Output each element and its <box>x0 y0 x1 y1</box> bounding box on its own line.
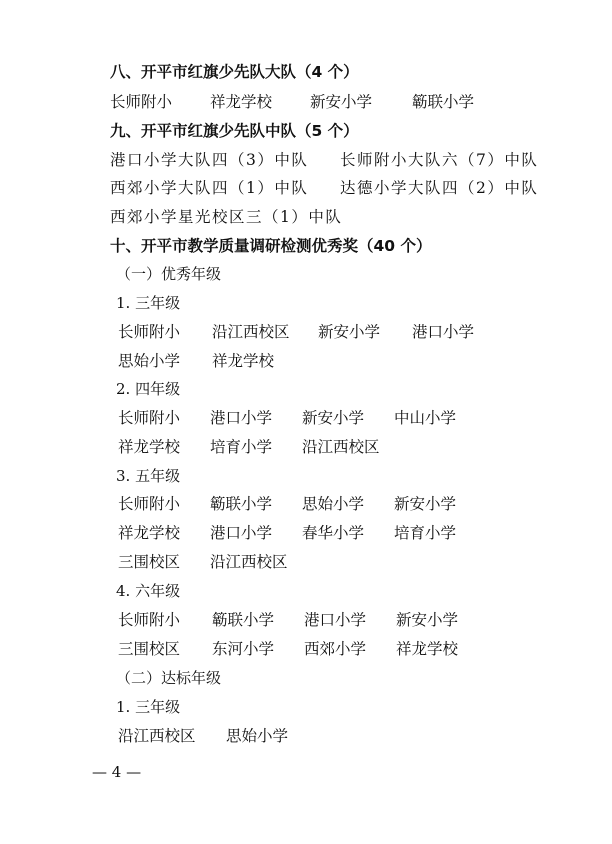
list-item: 祥龙学校 <box>118 438 181 456</box>
subheading-qualified-grades: （二）达标年级 <box>116 669 222 687</box>
list-item: 长师附小 <box>118 611 181 629</box>
section-8-heading: 八、开平市红旗少先队大队（4 个） <box>110 63 359 81</box>
grade-label: 3. 五年级 <box>116 467 181 485</box>
list-item: 东河小学 <box>212 640 275 658</box>
page-number: — 4 — <box>92 763 142 781</box>
list-item: 达德小学大队四（2）中队 <box>340 179 539 197</box>
list-item: 新安小学 <box>302 409 365 427</box>
list-item: 沿江西校区 <box>212 323 290 341</box>
list-item: 春华小学 <box>302 524 365 542</box>
list-item: 新安小学 <box>394 495 457 513</box>
list-item: 三围校区 <box>118 553 181 571</box>
list-item: 新安小学 <box>318 323 381 341</box>
list-item: 培育小学 <box>394 524 457 542</box>
list-item: 长师附小 <box>110 93 173 111</box>
list-item: 港口小学大队四（3）中队 <box>110 151 309 169</box>
list-item: 簕联小学 <box>210 495 273 513</box>
list-item: 沿江西校区 <box>118 727 196 745</box>
list-item: 长师附小 <box>118 323 181 341</box>
list-item: 新安小学 <box>396 611 459 629</box>
list-item: 沿江西校区 <box>210 553 288 571</box>
list-item: 祥龙学校 <box>210 93 273 111</box>
grade-label: 1. 三年级 <box>116 698 181 716</box>
list-item: 港口小学 <box>210 409 273 427</box>
list-item: 祥龙学校 <box>396 640 459 658</box>
list-item: 中山小学 <box>394 409 457 427</box>
list-item: 长师附小 <box>118 495 181 513</box>
list-item: 西郊小学星光校区三（1）中队 <box>110 208 343 226</box>
list-item: 港口小学 <box>210 524 273 542</box>
list-item: 培育小学 <box>210 438 273 456</box>
list-item: 祥龙学校 <box>118 524 181 542</box>
grade-label: 4. 六年级 <box>116 582 181 600</box>
list-item: 新安小学 <box>310 93 373 111</box>
section-10-heading: 十、开平市教学质量调研检测优秀奖（40 个） <box>110 237 432 255</box>
list-item: 祥龙学校 <box>212 352 275 370</box>
subheading-excellent-grades: （一）优秀年级 <box>116 265 222 283</box>
list-item: 西郊小学大队四（1）中队 <box>110 179 309 197</box>
list-item: 思始小学 <box>302 495 365 513</box>
list-item: 长师附小 <box>118 409 181 427</box>
list-item: 港口小学 <box>412 323 475 341</box>
grade-label: 1. 三年级 <box>116 294 181 312</box>
list-item: 思始小学 <box>226 727 289 745</box>
list-item: 沿江西校区 <box>302 438 380 456</box>
list-item: 港口小学 <box>304 611 367 629</box>
list-item: 三围校区 <box>118 640 181 658</box>
list-item: 长师附小大队六（7）中队 <box>340 151 539 169</box>
list-item: 西郊小学 <box>304 640 367 658</box>
list-item: 簕联小学 <box>212 611 275 629</box>
list-item: 思始小学 <box>118 352 181 370</box>
grade-label: 2. 四年级 <box>116 380 181 398</box>
list-item: 簕联小学 <box>412 93 475 111</box>
section-9-heading: 九、开平市红旗少先队中队（5 个） <box>110 122 359 140</box>
